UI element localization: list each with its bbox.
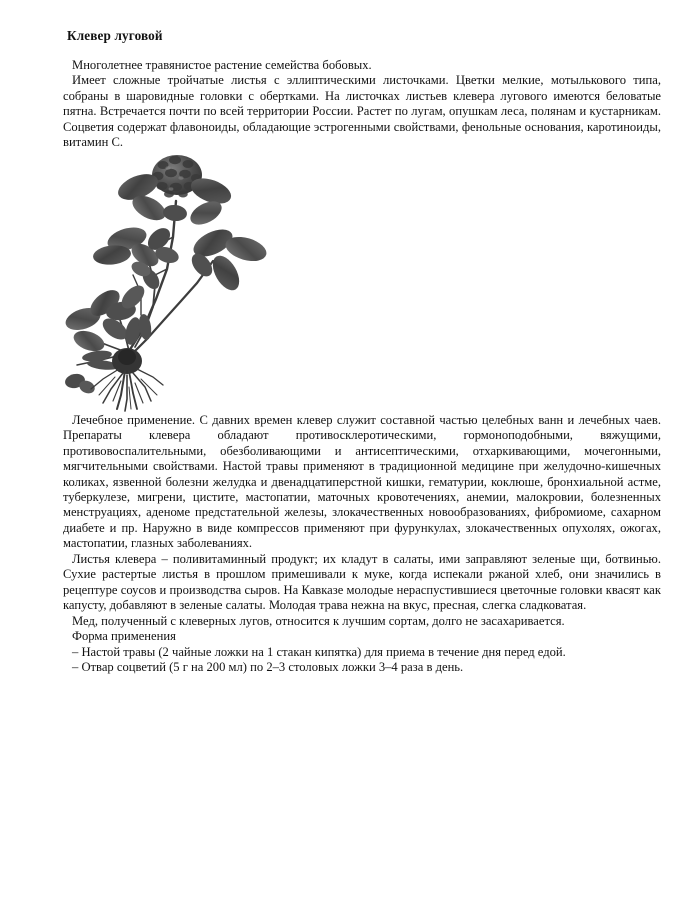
section-heading-forms-of-use: Форма применения [72, 629, 176, 644]
bottom-spacer [63, 675, 661, 684]
page-content [63, 28, 661, 684]
form-item-infusion: – Настой травы (2 чайные ложки на 1 стакан кипятка) для приема в течение дня перед едой. [72, 644, 566, 659]
paragraph-honey: Мед, полученный с клеверных лугов, относится к лучшим сортам, долго не засахаривается. [72, 613, 565, 628]
clover-plant-illustration [63, 151, 293, 413]
paragraph-description-intro: Многолетнее травянистое растение семейства бобовых. [72, 58, 372, 72]
page-title: Клевер луговой [67, 28, 163, 43]
paragraph-medicinal-use: Лечебное применение. С давних времен клевер служит составной частью целебных ванн и лечебных чаев. Препараты клевера обладают противосклеротическими, гормоноподобными, вяжущими, противовоспалительными, обезболивающими и антисептическими, отхаркивающими, мочегонными, мягчительными свойствами. Настой травы применяют в традиционной медицине при желудочно-кишечных коликах, язвенной болезни желудка и двенадцатиперстной кишки, гематурии, коклюше, бронхиальной астме, туберкулезе, мигрени, цистите, мастопатии, маточных кровотечениях, анемии, малокровии, болезненных менструациях, аденоме предстательной железы, злокачественных новообразованиях, фибромиоме, сахарном диабете и пр. Наружно в виде компрессов применяют при фурункулах, злокачественных опухолях, ожогах, мастопатии, глазных заболеваниях. [63, 412, 661, 551]
paragraph-botanical-description: Имеет сложные тройчатые листья с эллиптическими листочками. Цветки мелкие, мотылькового типа, собраны в шаровидные головки с обертками. На листочках листьев клевера лугового имеются беловатые пятна. Встречается почти по всей территории России. Растет по лугам, опушкам леса, полянам и кустарникам. Соцветия содержат флавоноиды, обладающие эстрогенными свойствами, фенольные основания, каротиноиды, витамин С. [63, 73, 661, 150]
figure-container [63, 151, 661, 413]
plant-roots [91, 369, 163, 411]
form-item-decoction: – Отвар соцветий (5 г на 200 мл) по 2–3 столовых ложки 3–4 раза в день. [72, 659, 464, 674]
paragraph-culinary-use: Листья клевера – поливитаминный продукт; их кладут в салаты, ими заправляют зеленые щи, ботвинью. Сухие растертые листья в прошлом примешивали к муке, когда испекали ржаной хлеб, они значились в рецептуре соусов и производства сыров. На Кавказе молодые нераспустившиеся цветочные головки квасят как капусту, добавляют в зеленые салаты. Молодая трава нежна на вкус, пресная, слегка сладковатая. [63, 551, 661, 613]
leaflets-right-trifoliate [188, 224, 270, 295]
title-spacer [63, 44, 661, 58]
